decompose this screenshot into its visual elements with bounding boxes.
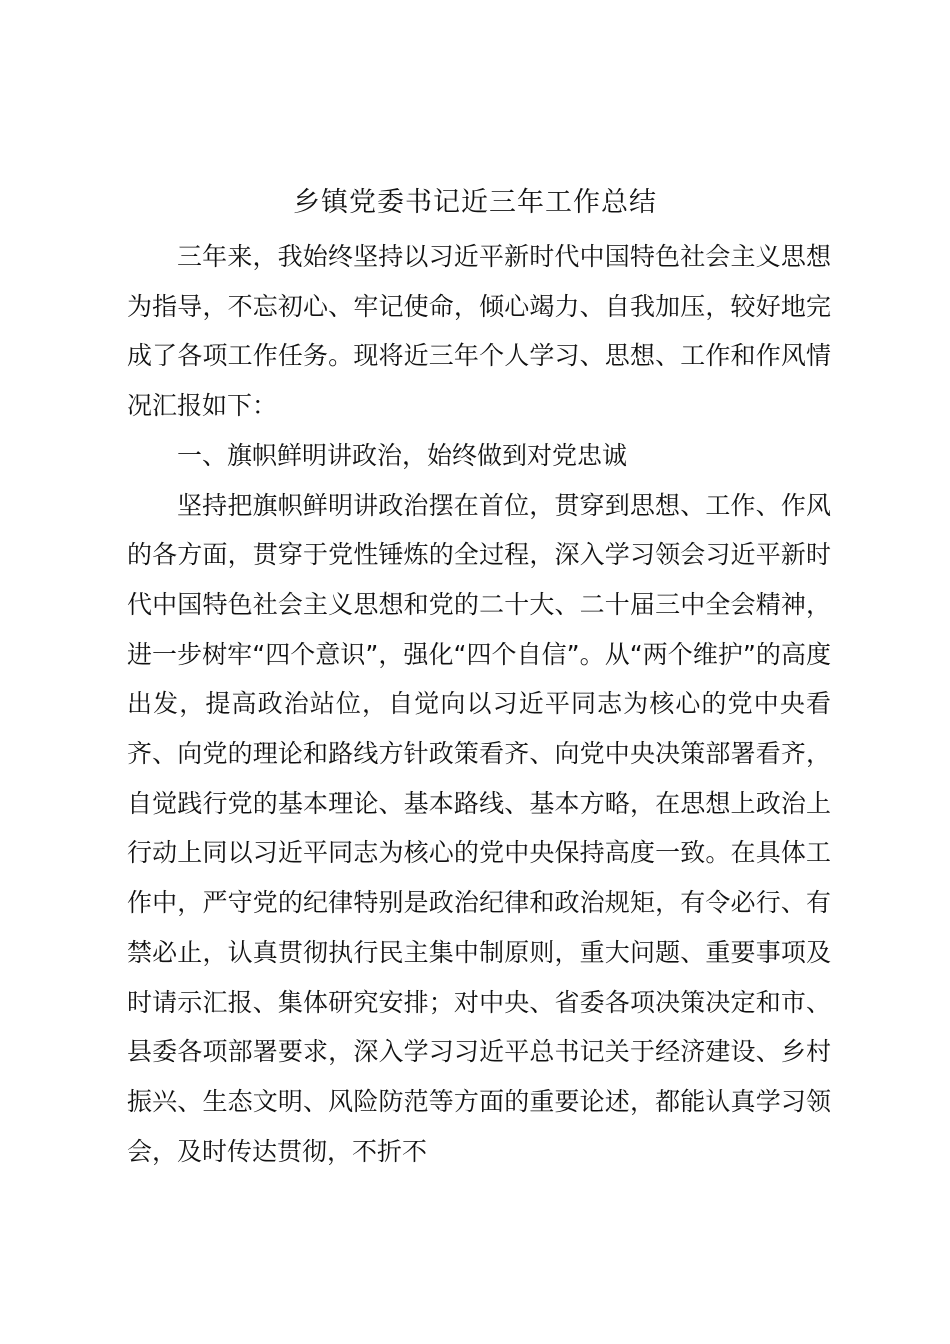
intro-paragraph: 三年来，我始终坚持以习近平新时代中国特色社会主义思想为指导，不忘初心、牢记使命，倾心竭力、自我加压，较好地完成了各项工作任务。现将近三年个人学习、思想、工作和作风情况汇报如下： [127, 242, 831, 421]
document-body [127, 232, 831, 1176]
document-title: 乡镇党委书记近三年工作总结 [293, 187, 657, 218]
section-paragraph: 坚持把旗帜鲜明讲政治摆在首位，贯穿到思想、工作、作风的各方面，贯穿于党性锤炼的全过程，深入学习领会习近平新时代中国特色社会主义思想和党的二十大、二十届三中全会精神，进一步树牢“四个意识”，强化“四个自信”。从“两个维护”的高度出发，提高政治站位，自觉向以习近平同志为核心的党中央看齐、向党的理论和路线方针政策看齐、向党中央决策部署看齐，自觉践行党的基本理论、基本路线、基本方略，在思想上政治上行动上同以习近平同志为核心的党中央保持高度一致。在具体工作中，严守党的纪律特别是政治纪律和政治规矩，有令必行、有禁必止，认真贯彻执行民主集中制原则，重大问题、重要事项及时请示汇报、集体研究安排；对中央、省委各项决策决定和市、县委各项部署要求，深入学习习近平总书记关于经济建设、乡村振兴、生态文明、风险防范等方面的重要论述，都能认真学习领会，及时传达贯彻，不折不 [127, 490, 831, 1166]
section-heading: 一、旗帜鲜明讲政治，始终做到对党忠诚 [177, 440, 628, 470]
